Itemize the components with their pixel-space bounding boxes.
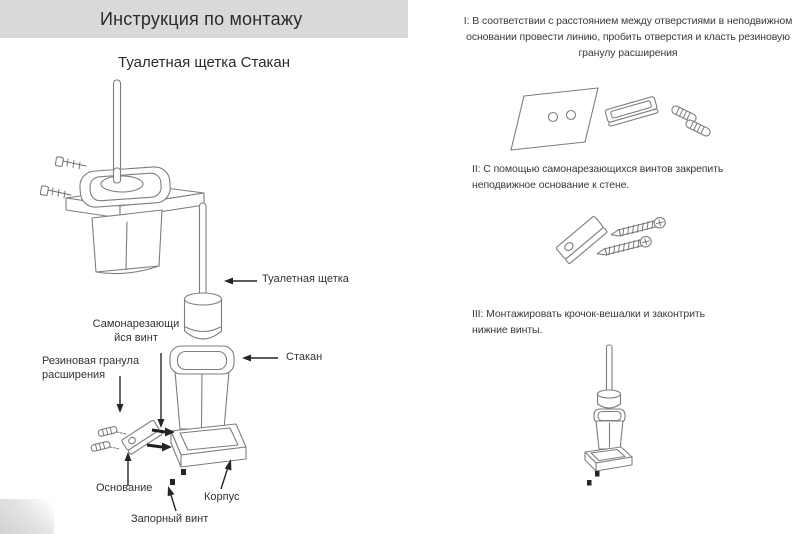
label-cup: Стакан [286,351,323,363]
rubber-dowel-icon [98,426,118,437]
page-title: Инструкция по монтажу [100,8,303,29]
arrow-locking-screw-icon [168,486,176,511]
step-1-text: I: В соответствии с расстоянием между отверстиями в неподвижном основании провести линию, пробить отверстия и класть резиновую гранулу расширения [463,15,793,59]
locking-screw-icon [587,480,592,486]
label-self-tapping-screw: Самонарезающийся винт [92,318,180,344]
label-base: Основание [96,482,153,494]
page-header [0,0,408,38]
body-tray-drawing [171,424,246,467]
exploded-diagram-illustration [0,75,460,534]
arrow-toilet-brush-icon [224,278,257,285]
rubber-dowel-icon [685,119,712,138]
base-bracket-drawing [556,216,608,264]
mount-screw-icon [55,157,86,169]
mount-screw-icon [40,186,71,198]
self-tapping-screw-icon [596,235,652,259]
cup-drawing [170,346,234,431]
locking-screw-icon [181,469,186,475]
step-2-illustration [460,200,800,300]
wall-plate-drawing [511,88,598,150]
label-rubber-granule: Резиновая гранула расширения [42,355,140,381]
rubber-dowel-icon [671,105,698,124]
label-toilet-brush: Туалетная щетка [262,273,349,285]
toilet-brush-drawing [185,203,222,339]
arrow-self-tapping-screw-icon [158,353,165,428]
assembled-unit-drawing [40,80,204,274]
step-1-illustration [460,80,800,175]
base-bracket-drawing [121,420,162,455]
arrow-base-icon [125,452,132,486]
locking-screw-icon [595,471,600,477]
label-locking-screw: Запорный винт [131,513,209,525]
corner-artifact [0,499,54,534]
base-frame-drawing [605,96,659,126]
assembled-stack-drawing [585,345,632,486]
arrow-body-icon [221,459,231,489]
self-tapping-screw-icon [610,216,666,240]
product-title: Туалетная щетка Стакан [118,54,291,71]
arrow-cup-icon [242,355,278,362]
locking-screw-icon [170,479,175,485]
step-3-text: III: Монтажировать крочок-вешалки и законтрить нижние винты. [472,308,705,336]
rubber-dowel-icon [91,441,111,452]
arrow-insert-right-icon [147,443,172,452]
step-2-text: II: С помощью самонарезающихся винтов закрепить неподвижное основание к стене. [472,163,724,191]
label-body: Корпус [204,491,240,503]
step-3-illustration [460,300,800,534]
